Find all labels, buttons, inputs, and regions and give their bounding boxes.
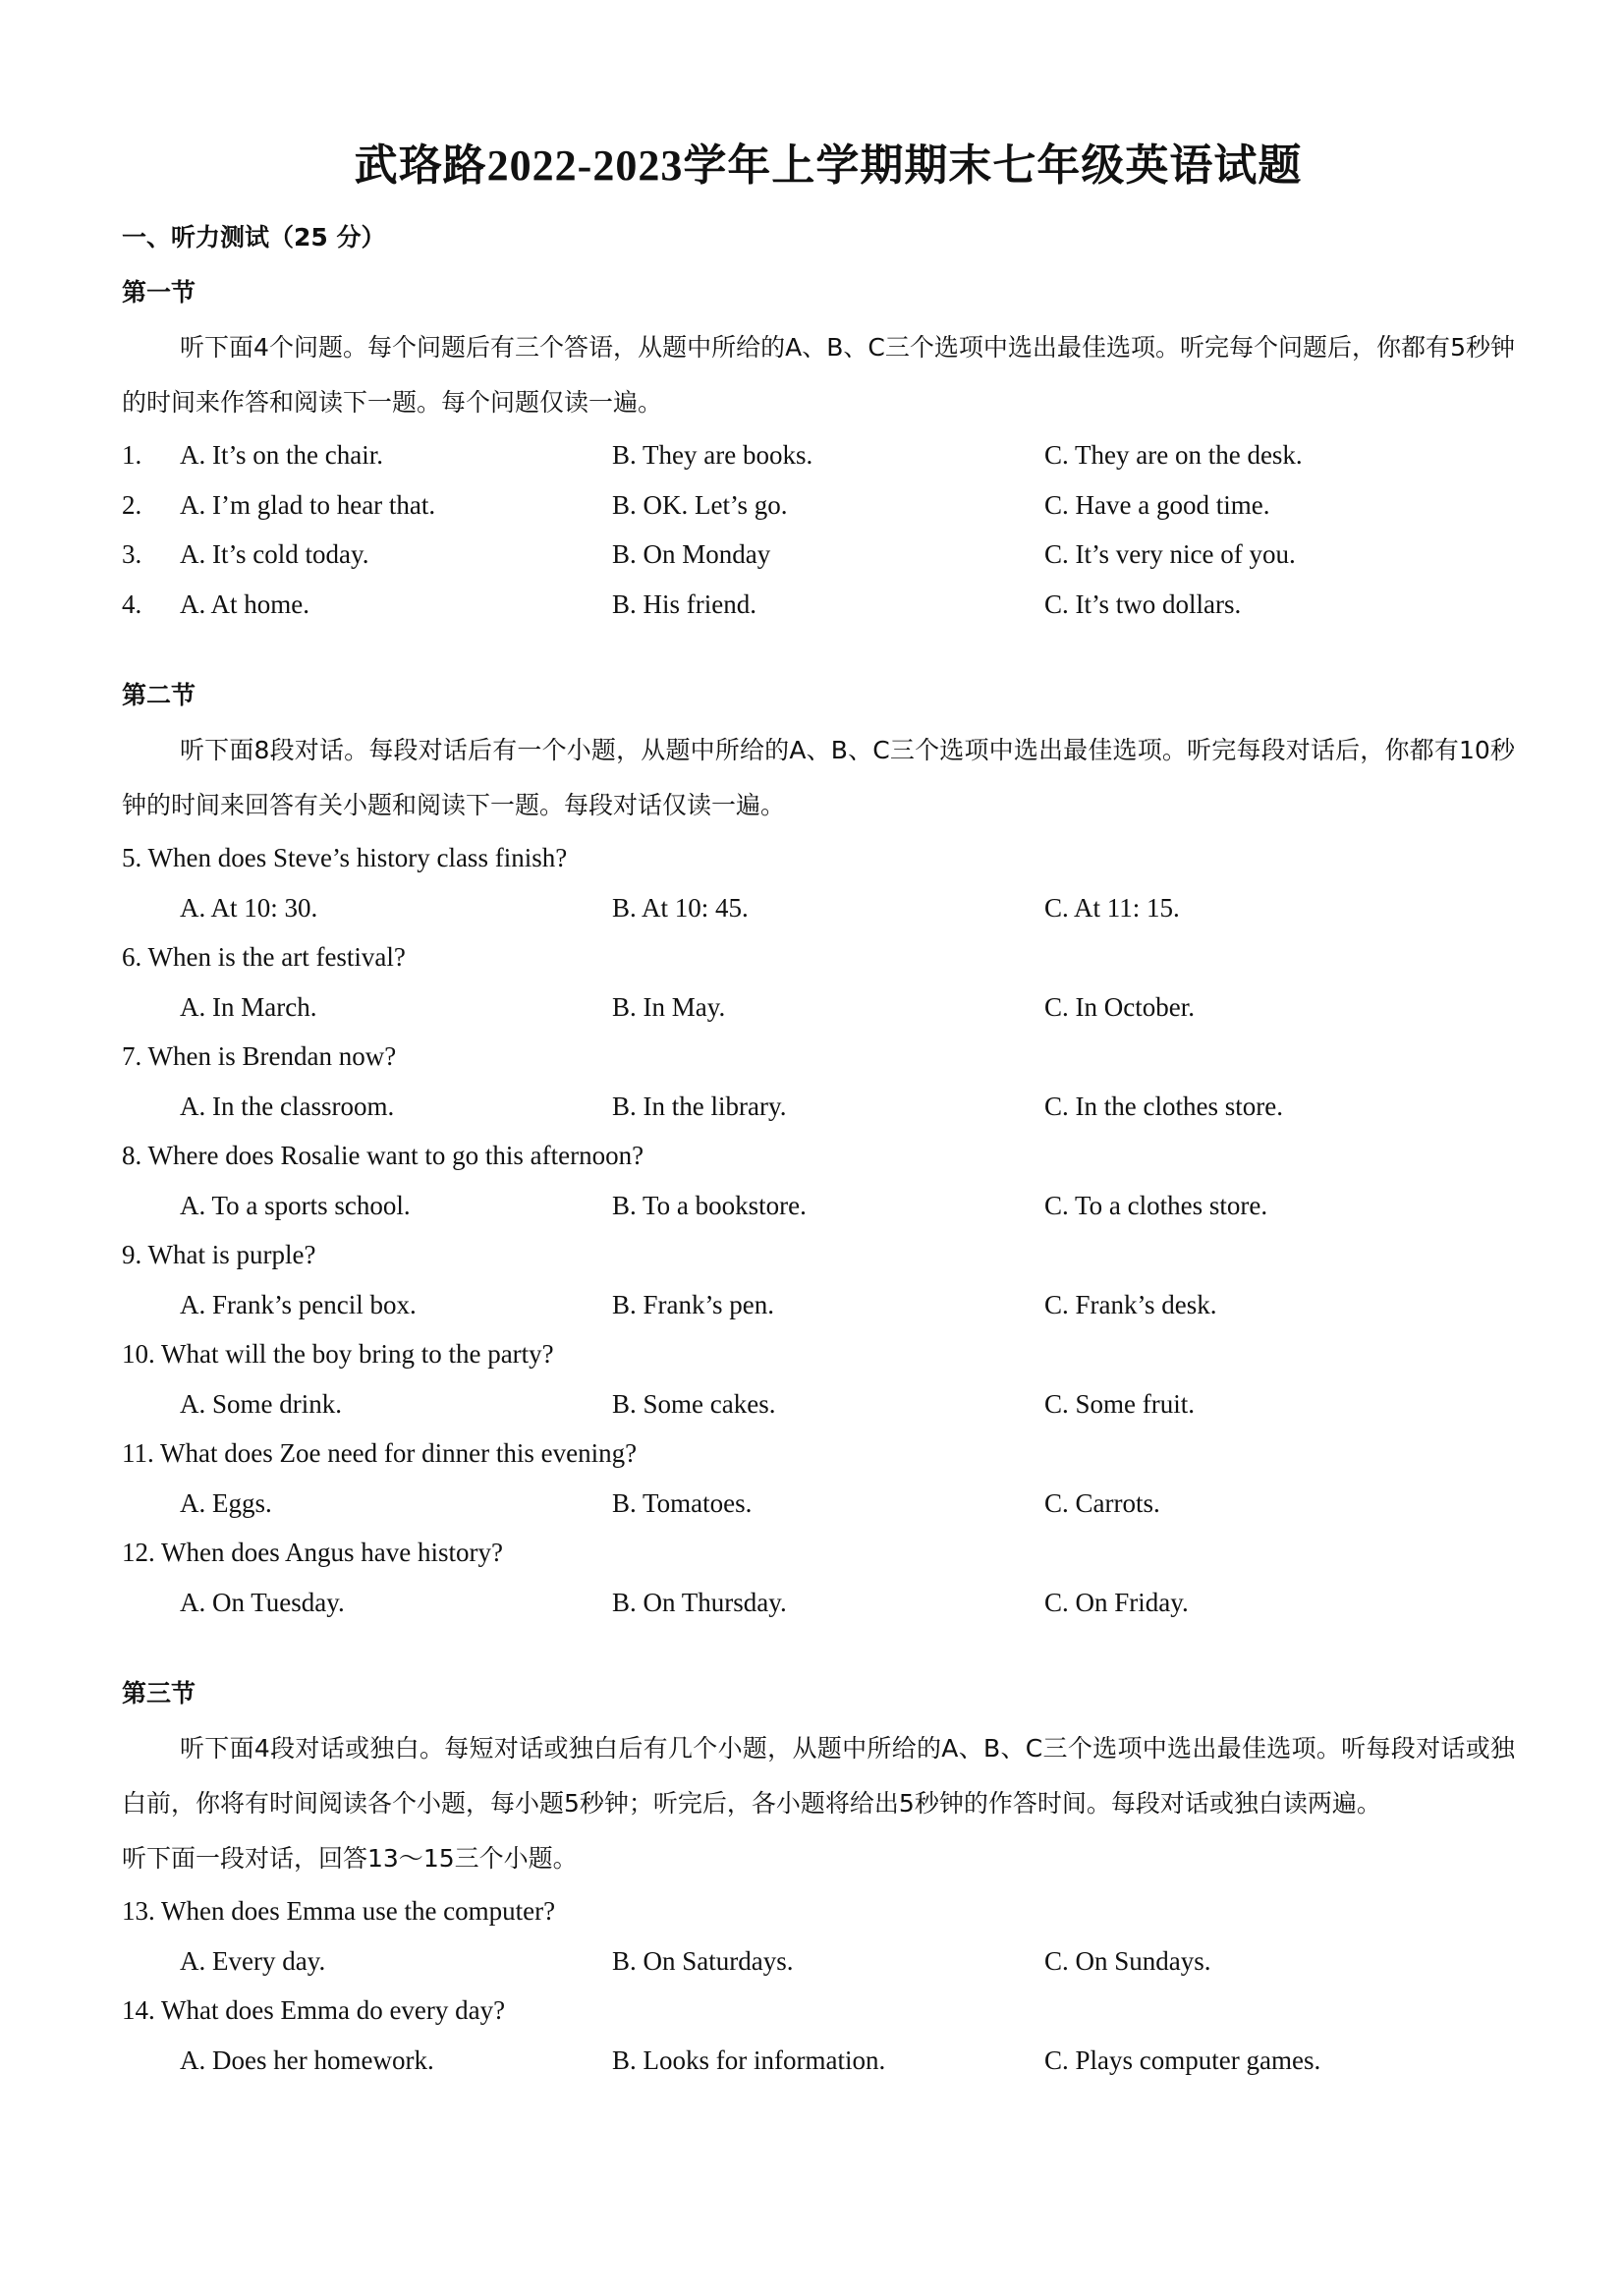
options-row xyxy=(122,1379,1515,1429)
option-b: B. On Monday xyxy=(612,539,771,569)
option-b: B. Frank’s pen. xyxy=(612,1289,774,1319)
option-c: C. Plays computer games. xyxy=(1044,2044,1321,2075)
section-2-instruction: 听下面8段对话。每段对话后有一个小题，从题中所给的A、B、C三个选项中选出最佳选项。听完每段对话后，你都有10秒钟的时间来回答有关小题和阅读下一题。每段对话仅读一遍。 xyxy=(122,736,1515,819)
option-b: B. His friend. xyxy=(612,588,756,619)
options-row xyxy=(122,1479,1515,1529)
option-a: A. Some drink. xyxy=(180,1388,342,1419)
option-c: C. It’s very nice of you. xyxy=(1044,539,1296,569)
option-b: B. They are books. xyxy=(612,440,813,470)
question-row xyxy=(122,430,1515,480)
option-c: C. To a clothes store. xyxy=(1044,1190,1268,1220)
option-c: C. Frank’s desk. xyxy=(1044,1289,1217,1319)
spacer xyxy=(122,1627,1515,1666)
question-row xyxy=(122,530,1515,580)
options-row xyxy=(122,982,1515,1033)
question-stem: 12. When does Angus have history? xyxy=(122,1538,503,1567)
option-b: B. To a bookstore. xyxy=(612,1190,807,1220)
options-row xyxy=(122,2036,1515,2086)
option-a: A. At 10: 30. xyxy=(180,892,318,923)
option-c: C. It’s two dollars. xyxy=(1044,588,1242,619)
question-stem: 10. What will the boy bring to the party? xyxy=(122,1339,554,1369)
option-a: A. On Tuesday. xyxy=(180,1587,345,1617)
section-heading-2: 第二节 xyxy=(122,681,196,709)
option-b: B. In the library. xyxy=(612,1091,787,1121)
spacer xyxy=(122,629,1515,668)
option-c: C. Carrots. xyxy=(1044,1487,1160,1518)
section-3-sub-instruction: 听下面一段对话，回答13～15三个小题。 xyxy=(122,1844,578,1873)
option-b: B. Tomatoes. xyxy=(612,1487,753,1518)
option-a: A. I’m glad to hear that. xyxy=(180,489,436,520)
question-row xyxy=(122,480,1515,531)
option-a: A. Does her homework. xyxy=(180,2044,434,2075)
question-stem: 14. What does Emma do every day? xyxy=(122,1995,506,2025)
option-a: A. At home. xyxy=(180,588,309,619)
option-c: C. Some fruit. xyxy=(1044,1388,1195,1419)
option-b: B. Some cakes. xyxy=(612,1388,776,1419)
option-c: C. In October. xyxy=(1044,991,1195,1022)
option-b: B. On Thursday. xyxy=(612,1587,787,1617)
section-heading-3: 第三节 xyxy=(122,1679,196,1708)
option-c: C. They are on the desk. xyxy=(1044,440,1303,470)
question-row xyxy=(122,580,1515,630)
question-number: 4. xyxy=(122,588,142,619)
question-stem: 6. When is the art festival? xyxy=(122,942,406,972)
option-b: B. At 10: 45. xyxy=(612,892,749,923)
question-stem: 9. What is purple? xyxy=(122,1240,316,1269)
options-row xyxy=(122,1280,1515,1330)
option-b: B. OK. Let’s go. xyxy=(612,489,788,520)
options-row xyxy=(122,1082,1515,1132)
question-stem: 11. What does Zoe need for dinner this evening? xyxy=(122,1438,638,1468)
option-a: A. In the classroom. xyxy=(180,1091,395,1121)
page-title: 武珞路2022-2023学年上学期期末七年级英语试题 xyxy=(354,141,1303,190)
question-stem: 5. When does Steve’s history class finish? xyxy=(122,843,568,872)
question-stem: 13. When does Emma use the computer? xyxy=(122,1896,556,1926)
option-a: A. Frank’s pencil box. xyxy=(180,1289,417,1319)
option-a: A. It’s cold today. xyxy=(180,539,369,569)
option-a: A. It’s on the chair. xyxy=(180,440,383,470)
question-number: 3. xyxy=(122,539,142,569)
option-a: A. Eggs. xyxy=(180,1487,272,1518)
option-a: A. In March. xyxy=(180,991,317,1022)
options-row xyxy=(122,1578,1515,1628)
options-row xyxy=(122,1181,1515,1231)
section-1-instruction: 听下面4个问题。每个问题后有三个答语，从题中所给的A、B、C三个选项中选出最佳选项。听完每个问题后，你都有5秒钟的时间来作答和阅读下一题。每个问题仅读一遍。 xyxy=(122,333,1515,417)
option-c: C. On Sundays. xyxy=(1044,1945,1211,1976)
option-c: C. On Friday. xyxy=(1044,1587,1189,1617)
option-b: B. In May. xyxy=(612,991,726,1022)
option-c: C. In the clothes store. xyxy=(1044,1091,1283,1121)
option-c: C. Have a good time. xyxy=(1044,489,1270,520)
part-heading-listening: 一、听力测试（25 分） xyxy=(122,223,386,252)
question-number: 2. xyxy=(122,489,142,520)
option-a: A. Every day. xyxy=(180,1945,326,1976)
option-b: B. On Saturdays. xyxy=(612,1945,794,1976)
option-a: A. To a sports school. xyxy=(180,1190,411,1220)
section-3-instruction: 听下面4段对话或独白。每短对话或独白后有几个小题，从题中所给的A、B、C三个选项中选出最佳选项。听每段对话或独白前，你将有时间阅读各个小题，每小题5秒钟；听完后，各小题将给出5秒钟的作答时间。每段对话或独白读两遍。 xyxy=(122,1734,1515,1818)
question-number: 1. xyxy=(122,440,142,470)
option-c: C. At 11: 15. xyxy=(1044,892,1180,923)
question-stem: 8. Where does Rosalie want to go this afternoon? xyxy=(122,1141,644,1170)
option-b: B. Looks for information. xyxy=(612,2044,886,2075)
options-row xyxy=(122,883,1515,933)
question-stem: 7. When is Brendan now? xyxy=(122,1041,397,1071)
section-heading-1: 第一节 xyxy=(122,278,196,307)
options-row xyxy=(122,1936,1515,1987)
